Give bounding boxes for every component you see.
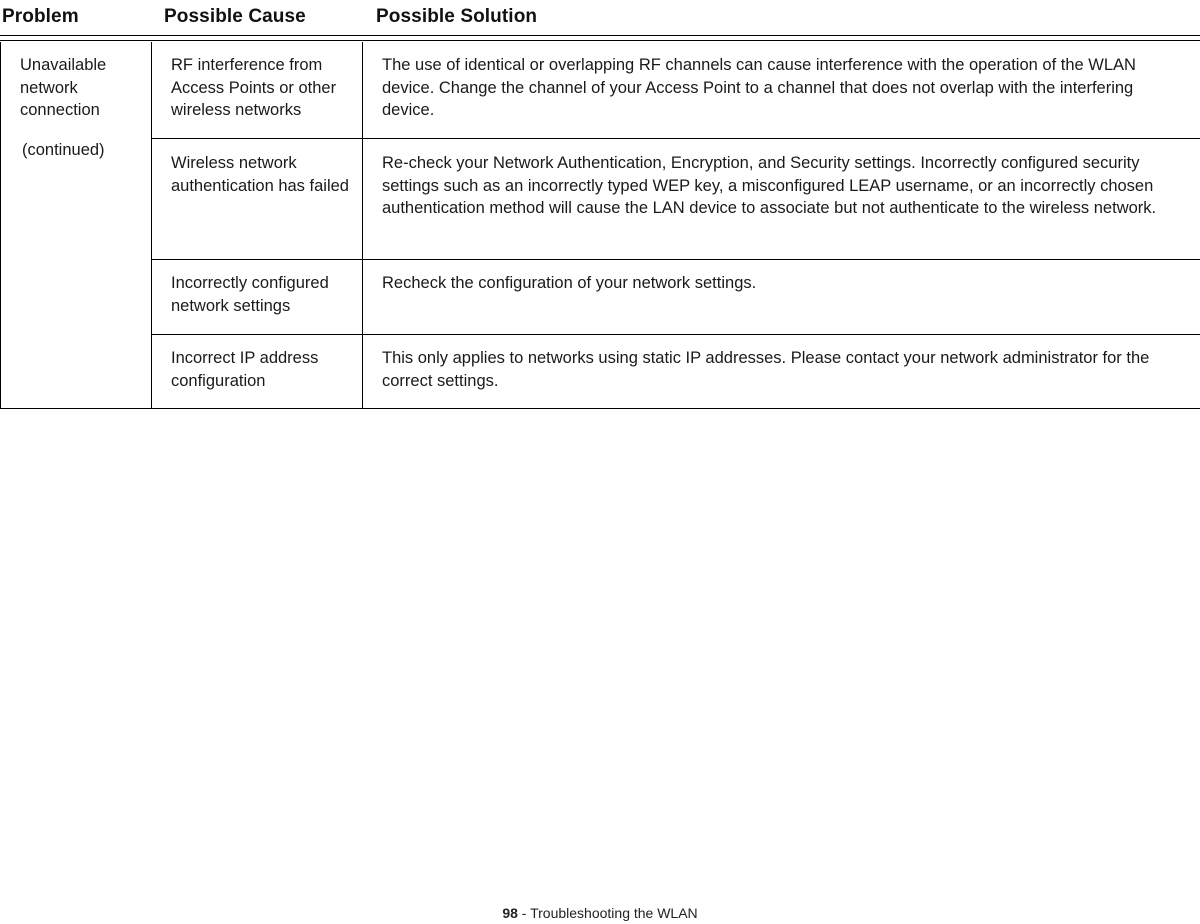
page-number: 98 [502, 905, 518, 921]
troubleshooting-table [0, 42, 1200, 409]
header-possible-solution: Possible Solution [376, 6, 538, 27]
page-footer [0, 905, 1200, 921]
row-divider [152, 138, 1200, 139]
cause-cell: Wireless network authentication has failed [171, 154, 349, 195]
header-rule-top [0, 35, 1200, 36]
header-rule-bottom [0, 40, 1200, 41]
cause-cell: Incorrectly configured network settings [171, 274, 329, 315]
header-problem: Problem [2, 6, 79, 27]
footer-section-title: Troubleshooting the WLAN [530, 905, 698, 921]
column-divider [151, 42, 152, 408]
footer-separator: - [517, 905, 531, 921]
problem-label: Unavailable network connection [20, 56, 107, 119]
cause-cell: Incorrect IP address configuration [171, 349, 319, 390]
row-divider [152, 259, 1200, 260]
solution-cell: The use of identical or overlapping RF channels can cause interference with the operation of the WLAN device. Change the channel of your Access Point to a channel that does not overlap with the interfering device. [382, 56, 1136, 119]
solution-cell: This only applies to networks using static IP addresses. Please contact your network administrator for the correct settings. [382, 349, 1150, 390]
solution-cell: Re-check your Network Authentication, Encryption, and Security settings. Incorrectly configured security settings such as an incorrectly typed WEP key, a misconfigured LEAP username, or an incorrectly chosen authentication method will cause the LAN device to associate but not authenticate to the wireless network. [382, 154, 1157, 217]
column-divider [362, 42, 363, 408]
row-divider [152, 334, 1200, 335]
solution-cell: Recheck the configuration of your network settings. [382, 274, 757, 292]
table-header [0, 0, 1200, 34]
header-possible-cause: Possible Cause [164, 6, 306, 27]
problem-continued-note: (continued) [22, 141, 105, 159]
cause-cell: RF interference from Access Points or other wireless networks [171, 56, 337, 119]
